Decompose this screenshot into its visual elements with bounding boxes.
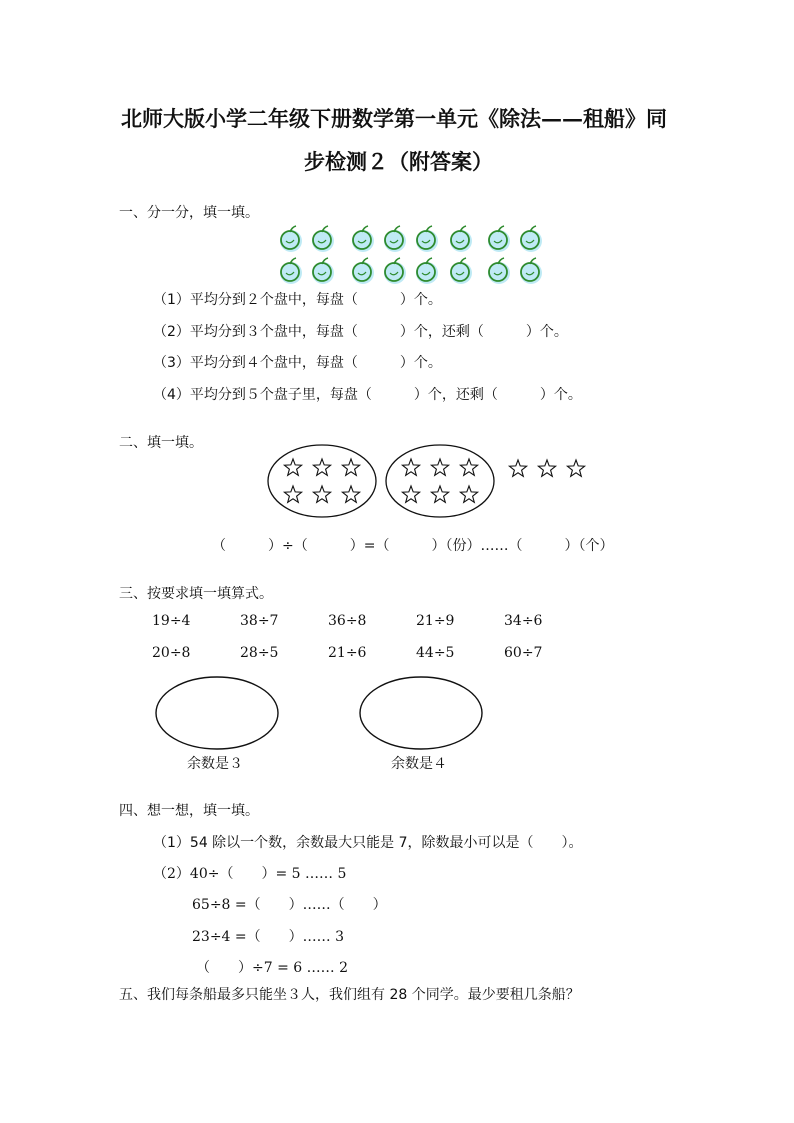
star-icon: [460, 459, 477, 475]
expression-r1-5: 34÷6: [504, 613, 543, 629]
apple-icon: [280, 226, 302, 252]
star-icon: [284, 486, 301, 502]
apple-icon: [312, 226, 334, 252]
section4-heading: 四、想一想，填一填。: [119, 803, 259, 819]
apple-icon: [352, 258, 374, 284]
apple-icon: [280, 258, 302, 284]
expression-r1-1: 19÷4: [152, 613, 191, 629]
apple-icon: [520, 258, 542, 284]
apple-icon: [312, 258, 334, 284]
apple-icon: [450, 258, 472, 284]
apple-icon: [416, 226, 438, 252]
star-grouping-illustration: [264, 440, 604, 530]
section1-item-2: （2）平均分到３个盘中，每盘（ ）个，还剩（ ）个。: [153, 324, 568, 340]
section1-item-4: （4）平均分到５个盘子里，每盘（ ）个，还剩（ ）个。: [153, 387, 582, 403]
apple-icon: [384, 226, 406, 252]
star-icon: [567, 460, 584, 476]
apple-icon: [416, 258, 438, 284]
star-icon: [509, 460, 526, 476]
expression-r2-2: 28÷5: [240, 645, 279, 661]
star-icon: [284, 459, 301, 475]
star-icon: [431, 486, 448, 502]
apple-icon: [384, 258, 406, 284]
answer-ellipse-remainder-3: [152, 673, 282, 753]
apple-icon: [352, 226, 374, 252]
answer-ellipse-remainder-4: [356, 673, 486, 753]
expression-r1-3: 36÷8: [328, 613, 367, 629]
section1-item-3: （3）平均分到４个盘中，每盘（ ）个。: [153, 355, 442, 371]
expression-r2-3: 21÷6: [328, 645, 367, 661]
star-icon: [313, 459, 330, 475]
section1-item-1: （1）平均分到２个盘中，每盘（ ）个。: [153, 292, 442, 308]
expression-r2-5: 60÷7: [504, 645, 543, 661]
apple-icon: [488, 258, 510, 284]
section5-question: 五、我们每条船最多只能坐３人，我们组有 28 个同学。最少要租几条船？: [119, 987, 580, 1003]
star-icon: [313, 486, 330, 502]
expression-r2-1: 20÷8: [152, 645, 191, 661]
apple-illustration: [276, 225, 546, 285]
page-title-line2: 步检测２（附答案）: [304, 149, 493, 174]
ellipse-label-1: 余数是３: [187, 756, 243, 772]
expression-r1-4: 21÷9: [416, 613, 455, 629]
apple-icon: [488, 226, 510, 252]
section2-heading: 二、填一填。: [119, 435, 203, 451]
apple-icon: [450, 226, 472, 252]
star-icon: [538, 460, 555, 476]
expression-r1-2: 38÷7: [240, 613, 279, 629]
star-icon: [402, 486, 419, 502]
section4-equation-1: （2）40÷（ ）= 5 …… 5: [153, 866, 347, 882]
ellipse-label-2: 余数是４: [391, 756, 447, 772]
section4-equation-4: （ ）÷7 = 6 …… 2: [196, 960, 348, 976]
star-icon: [431, 459, 448, 475]
page-title-line1: 北师大版小学二年级下册数学第一单元《除法——租船》同: [121, 106, 667, 131]
section1-heading: 一、分一分，填一填。: [119, 205, 259, 221]
expression-r2-4: 44÷5: [416, 645, 455, 661]
star-icon: [460, 486, 477, 502]
star-group-ellipse: [386, 445, 494, 517]
section4-equation-3: 23÷4 =（ ）…… 3: [192, 929, 344, 945]
star-icon: [342, 486, 359, 502]
star-icon: [402, 459, 419, 475]
section4-question-1: （1）54 除以一个数，余数最大只能是 7，除数最小可以是（ ）。: [153, 835, 583, 851]
star-group-ellipse: [268, 445, 376, 517]
section3-heading: 三、按要求填一填算式。: [119, 586, 273, 602]
section2-equation: （ ）÷（ ）=（ ）（份）……（ ）（个）: [212, 538, 614, 554]
section4-equation-2: 65÷8 =（ ）……（ ）: [192, 897, 387, 913]
apple-icon: [520, 226, 542, 252]
star-icon: [342, 459, 359, 475]
